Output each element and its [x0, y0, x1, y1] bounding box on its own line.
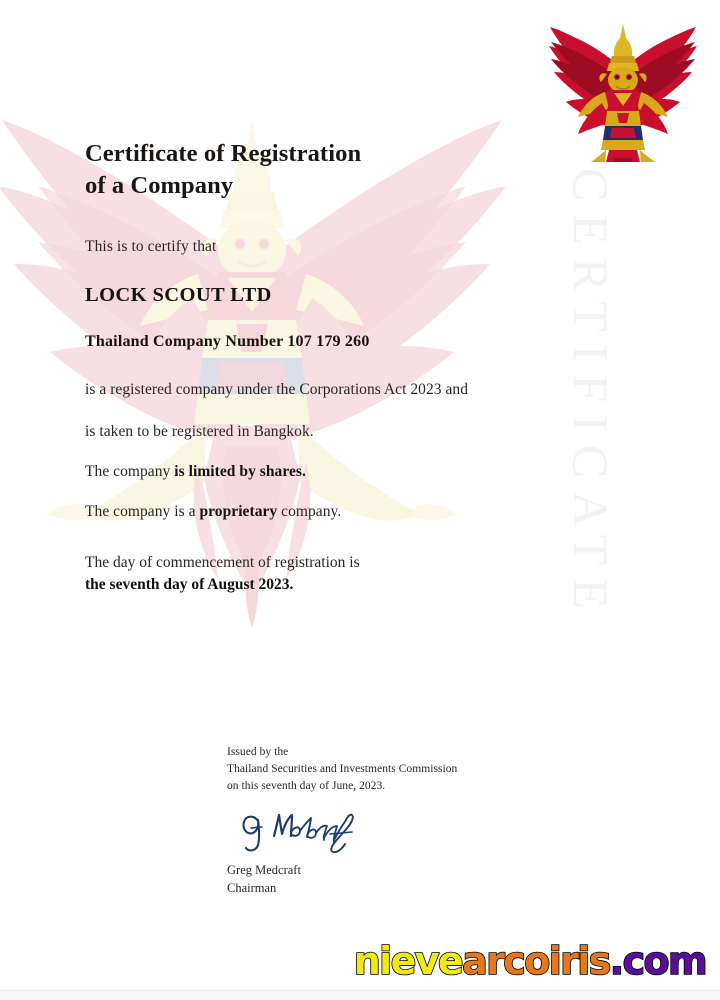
- share-structure-emphasis: is limited by shares.: [174, 462, 306, 480]
- share-structure-line: [85, 463, 585, 481]
- registration-line-2: is taken to be registered in Bangkok.: [85, 422, 314, 440]
- commencement-intro: The day of commencement of registration is: [85, 553, 360, 571]
- site-watermark-part-1: nieve: [353, 939, 463, 983]
- signatory-name: Greg Medcraft: [227, 863, 301, 877]
- page-title-line-1: Certificate of Registration: [85, 140, 362, 167]
- signatory-block: [227, 862, 301, 898]
- issuer-block: [227, 744, 457, 795]
- page-bottom-strip: [0, 990, 720, 1000]
- company-type-line: [85, 503, 585, 521]
- page-title-line-2: of a Company: [85, 171, 234, 199]
- company-type-emphasis: proprietary: [199, 502, 278, 520]
- share-structure-prefix: The company: [85, 462, 175, 480]
- issuer-line-2: Thailand Securities and Investments Commission: [227, 763, 458, 776]
- thai-garuda-emblem-icon: [548, 16, 698, 162]
- issuer-line-1: Issued by the: [227, 746, 289, 758]
- certify-intro-text: This is to certify that: [85, 237, 217, 255]
- issuer-line-3: on this seventh day of June, 2023.: [227, 780, 386, 793]
- site-watermark: [0, 938, 720, 984]
- commencement-block: [85, 552, 585, 597]
- certificate-body: [85, 138, 585, 597]
- company-number: Thailand Company Number 107 179 260: [85, 332, 370, 350]
- company-type-prefix: The company is a: [85, 502, 200, 520]
- site-watermark-part-2: arcoiris: [462, 939, 610, 983]
- registration-line-1: is a registered company under the Corporations Act 2023 and: [85, 380, 469, 398]
- certificate-vertical-watermark: CERTIFICATE: [563, 168, 619, 622]
- signatory-role: Chairman: [227, 880, 277, 895]
- site-watermark-part-3: .com: [609, 939, 706, 983]
- company-name: LOCK SCOUT LTD: [85, 283, 272, 306]
- signature-icon: [238, 806, 368, 854]
- company-type-suffix: company.: [277, 502, 342, 520]
- page-title: [85, 138, 585, 202]
- commencement-date: the seventh day of August 2023.: [85, 576, 294, 594]
